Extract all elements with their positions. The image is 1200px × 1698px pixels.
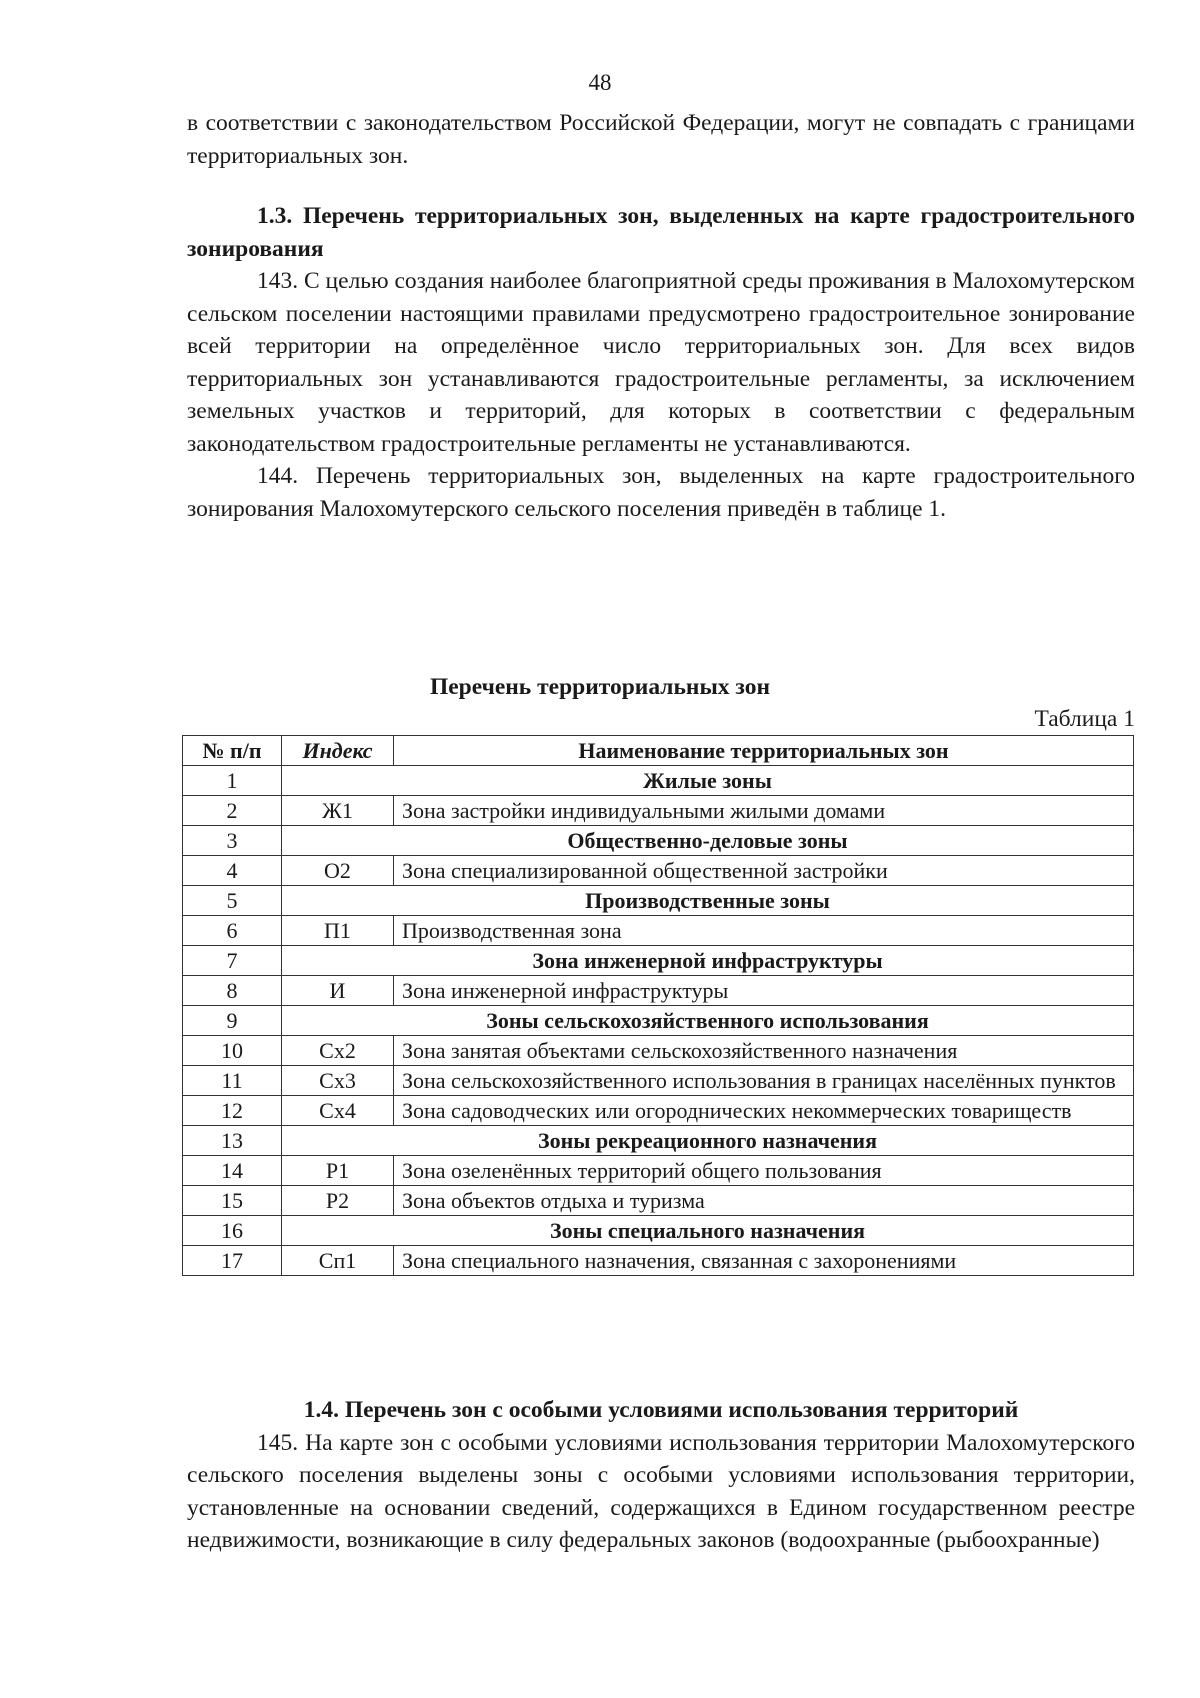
row-name: Производственная зона: [394, 916, 1134, 946]
row-num: 15: [183, 1186, 282, 1216]
row-index: И: [282, 976, 394, 1006]
table-header-row: [183, 736, 1134, 766]
paragraph-143: 143. С целью создания наиболее благоприятной среды проживания в Малохомутерском сельском поселении настоящими правилами предусмотрено градостроительное зонирование всей территории на определённое число территориальных зон. Для всех видов территориальных зон устанавливаются градостроительные регламенты, за исключением земельных участков и территорий, для которых в соответствии с федеральным законодательством градостроительные регламенты не устанавливаются.: [187, 268, 1135, 457]
row-num: 3: [183, 826, 282, 856]
row-name: Зона садоводческих или огороднических некоммерческих товариществ: [394, 1096, 1134, 1126]
table-row: [183, 1066, 1134, 1096]
row-num: 13: [183, 1126, 282, 1156]
table-row: [183, 946, 1134, 976]
row-index: Р1: [282, 1156, 394, 1186]
row-num: 4: [183, 856, 282, 886]
row-index: П1: [282, 916, 394, 946]
group-name: Общественно-деловые зоны: [282, 826, 1134, 856]
row-name: Зона объектов отдыха и туризма: [394, 1186, 1134, 1216]
table-row: [183, 826, 1134, 856]
row-index: Сх3: [282, 1066, 394, 1096]
row-num: 17: [183, 1246, 282, 1276]
row-index: Сх4: [282, 1096, 394, 1126]
group-name: Зона инженерной инфраструктуры: [282, 946, 1134, 976]
table-row: [183, 1096, 1134, 1126]
row-num: 10: [183, 1036, 282, 1066]
header-index: Индекс: [282, 736, 394, 766]
row-num: 5: [183, 886, 282, 916]
intro-paragraph: [187, 107, 1135, 172]
section-1-3-heading: 1.3. Перечень территориальных зон, выделенных на карте градостроительного зонирования: [187, 203, 1135, 262]
table-row: [183, 1126, 1134, 1156]
row-name: Зона специального назначения, связанная с захоронениями: [394, 1246, 1134, 1276]
row-num: 9: [183, 1006, 282, 1036]
row-name: Зона специализированной общественной застройки: [394, 856, 1134, 886]
group-name: Производственные зоны: [282, 886, 1134, 916]
paragraph-144: 144. Перечень территориальных зон, выделенных на карте градостроительного зонирования Малохомутерского сельского поселения приведён в таблице 1.: [187, 463, 1135, 522]
row-name: Зона застройки индивидуальными жилыми домами: [394, 796, 1134, 826]
row-index: О2: [282, 856, 394, 886]
section-1-3: [187, 200, 1135, 525]
row-num: 6: [183, 916, 282, 946]
table-row: [183, 1156, 1134, 1186]
group-name: Жилые зоны: [282, 766, 1134, 796]
row-name: Зона инженерной инфраструктуры: [394, 976, 1134, 1006]
table-row: [183, 1186, 1134, 1216]
page-number: 48: [588, 70, 612, 95]
row-num: 12: [183, 1096, 282, 1126]
section-1-4-heading: 1.4. Перечень зон с особыми условиями использования территорий: [303, 1397, 1019, 1423]
row-num: 1: [183, 766, 282, 796]
row-num: 7: [183, 946, 282, 976]
table-row: [183, 1006, 1134, 1036]
row-index: Ж1: [282, 796, 394, 826]
table-row: [183, 1216, 1134, 1246]
row-num: 14: [183, 1156, 282, 1186]
header-name: Наименование территориальных зон: [394, 736, 1134, 766]
table-row: [183, 976, 1134, 1006]
table-row: [183, 856, 1134, 886]
table-caption: Таблица 1: [1034, 706, 1135, 732]
table-row: [183, 796, 1134, 826]
row-name: Зона озеленённых территорий общего пользования: [394, 1156, 1134, 1186]
paragraph-145: 145. На карте зон с особыми условиями использования территории Малохомутерского сельского поселения выделены зоны с особыми условиями использования территории, установленные на основании сведений, содержащихся в Едином государственном реестре недвижимости, возникающие в силу федеральных законов (водоохранные (рыбоохранные): [187, 1429, 1135, 1553]
table-title: Перечень территориальных зон: [429, 674, 771, 700]
row-index: Р2: [282, 1186, 394, 1216]
row-name: Зона сельскохозяйственного использования в границах населённых пунктов: [394, 1066, 1134, 1096]
zones-table: [182, 735, 1134, 1276]
table-row: [183, 886, 1134, 916]
row-num: 2: [183, 796, 282, 826]
group-name: Зоны рекреационного назначения: [282, 1126, 1134, 1156]
row-num: 11: [183, 1066, 282, 1096]
group-name: Зоны специального назначения: [282, 1216, 1134, 1246]
header-num: № п/п: [183, 736, 282, 766]
intro-text: в соответствии с законодательством Российской Федерации, могут не совпадать с границами территориальных зон.: [187, 110, 1135, 169]
row-num: 16: [183, 1216, 282, 1246]
row-index: Сп1: [282, 1246, 394, 1276]
row-num: 8: [183, 976, 282, 1006]
section-1-4: [187, 1394, 1135, 1557]
row-index: Сх2: [282, 1036, 394, 1066]
table-row: [183, 766, 1134, 796]
table-row: [183, 1246, 1134, 1276]
table-row: [183, 1036, 1134, 1066]
table-row: [183, 916, 1134, 946]
group-name: Зоны сельскохозяйственного использования: [282, 1006, 1134, 1036]
row-name: Зона занятая объектами сельскохозяйственного назначения: [394, 1036, 1134, 1066]
